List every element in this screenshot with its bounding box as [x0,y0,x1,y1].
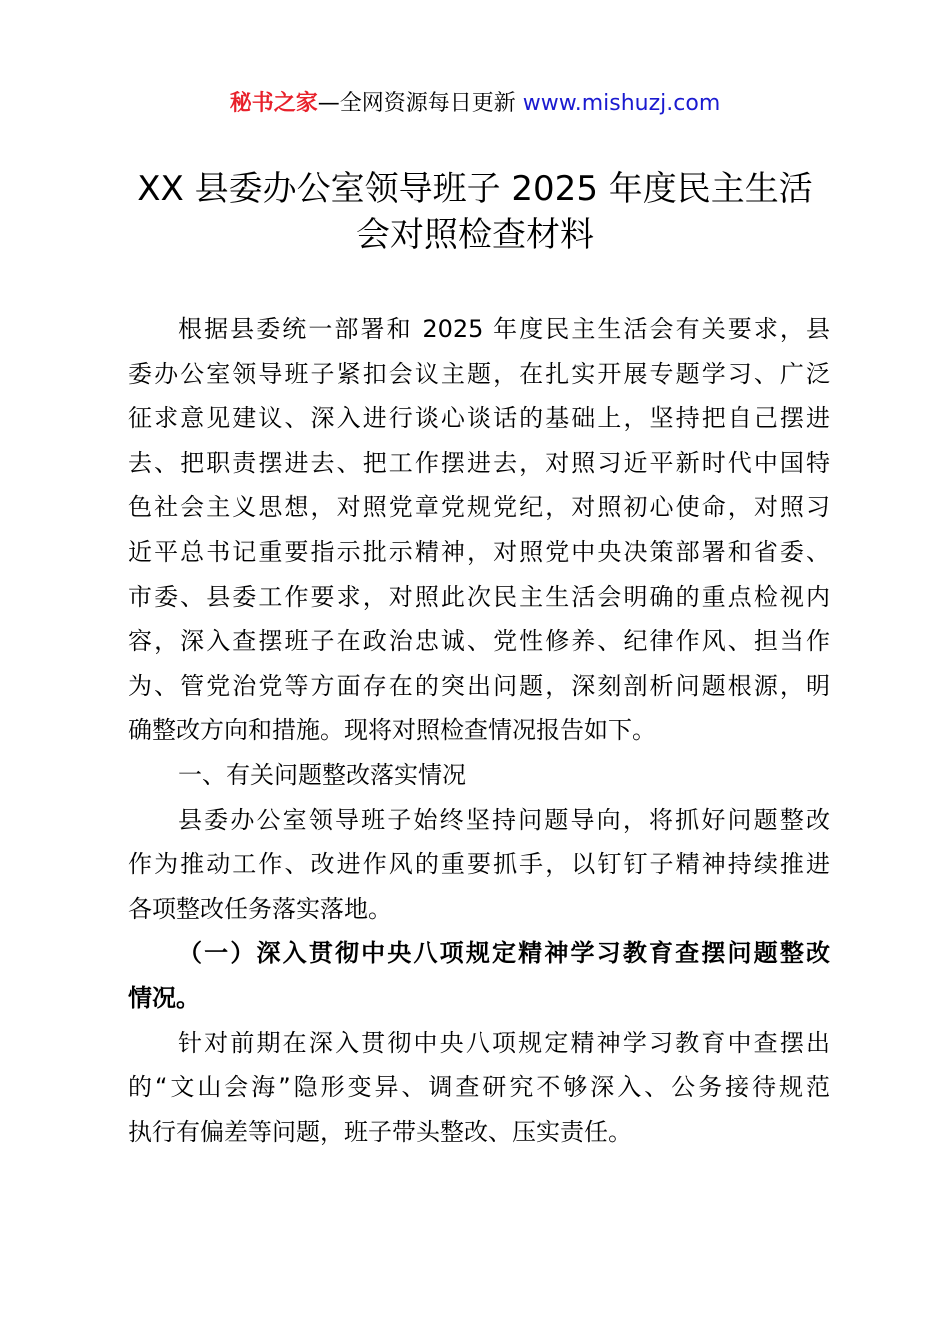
document-body [128,307,830,1154]
text-line: 容，深入查摆班子在政治忠诚、党性修养、纪律作风、担当作 [128,627,830,656]
site-url-link[interactable]: www.mishuzj.com [522,91,721,116]
paragraph [128,307,830,753]
title-line-1: XX 县委办公室领导班子 2025 年度民主生活 [137,169,813,209]
document-title [110,166,840,258]
text-line: 去、把职责摆进去、把工作摆进去，对照习近平新时代中国特 [128,448,830,477]
brand-name: 秘书之家 [229,91,318,116]
text-line: 市委、县委工作要求，对照此次民主生活会明确的重点检视内 [128,582,830,611]
text-line: 针对前期在深入贯彻中央八项规定精神学习教育中查摆出 [178,1028,830,1057]
text-line: （一）深入贯彻中央八项规定精神学习教育查摆问题整改 [178,939,830,968]
paragraph [128,1021,830,1155]
text-line: 各项整改任务落实落地。 [128,894,392,923]
text-line: 一、有关问题整改落实情况 [178,760,466,789]
title-line-2: 会对照检查材料 [356,215,594,255]
section-heading [128,753,830,798]
text-line: 县委办公室领导班子始终坚持问题导向，将抓好问题整改 [178,805,830,834]
text-line: 为、管党治党等方面存在的突出问题，深刻剖析问题根源，明 [128,671,830,700]
subsection-heading [128,931,830,1020]
text-line: 近平总书记重要指示批示精神，对照党中央决策部署和省委、 [128,537,830,566]
watermark-banner [0,86,950,122]
text-line: 情况。 [128,983,200,1012]
text-line: 委办公室领导班子紧扣会议主题，在扎实开展专题学习、广泛 [128,359,830,388]
banner-tagline: —全网资源每日更新 [317,91,523,116]
text-line: 色社会主义思想，对照党章党规党纪，对照初心使命，对照习 [128,493,830,522]
text-line: 确整改方向和措施。现将对照检查情况报告如下。 [128,716,656,745]
text-line: 执行有偏差等问题，班子带头整改、压实责任。 [128,1117,632,1146]
text-line: 征求意见建议、深入进行谈心谈话的基础上，坚持把自己摆进 [128,404,830,433]
text-line: 的“文山会海”隐形变异、调查研究不够深入、公务接待规范 [128,1073,830,1102]
text-line: 根据县委统一部署和 2025 年度民主生活会有关要求，县 [178,315,830,343]
text-line: 作为推动工作、改进作风的重要抓手，以钉钉子精神持续推进 [128,850,830,879]
paragraph [128,798,830,932]
